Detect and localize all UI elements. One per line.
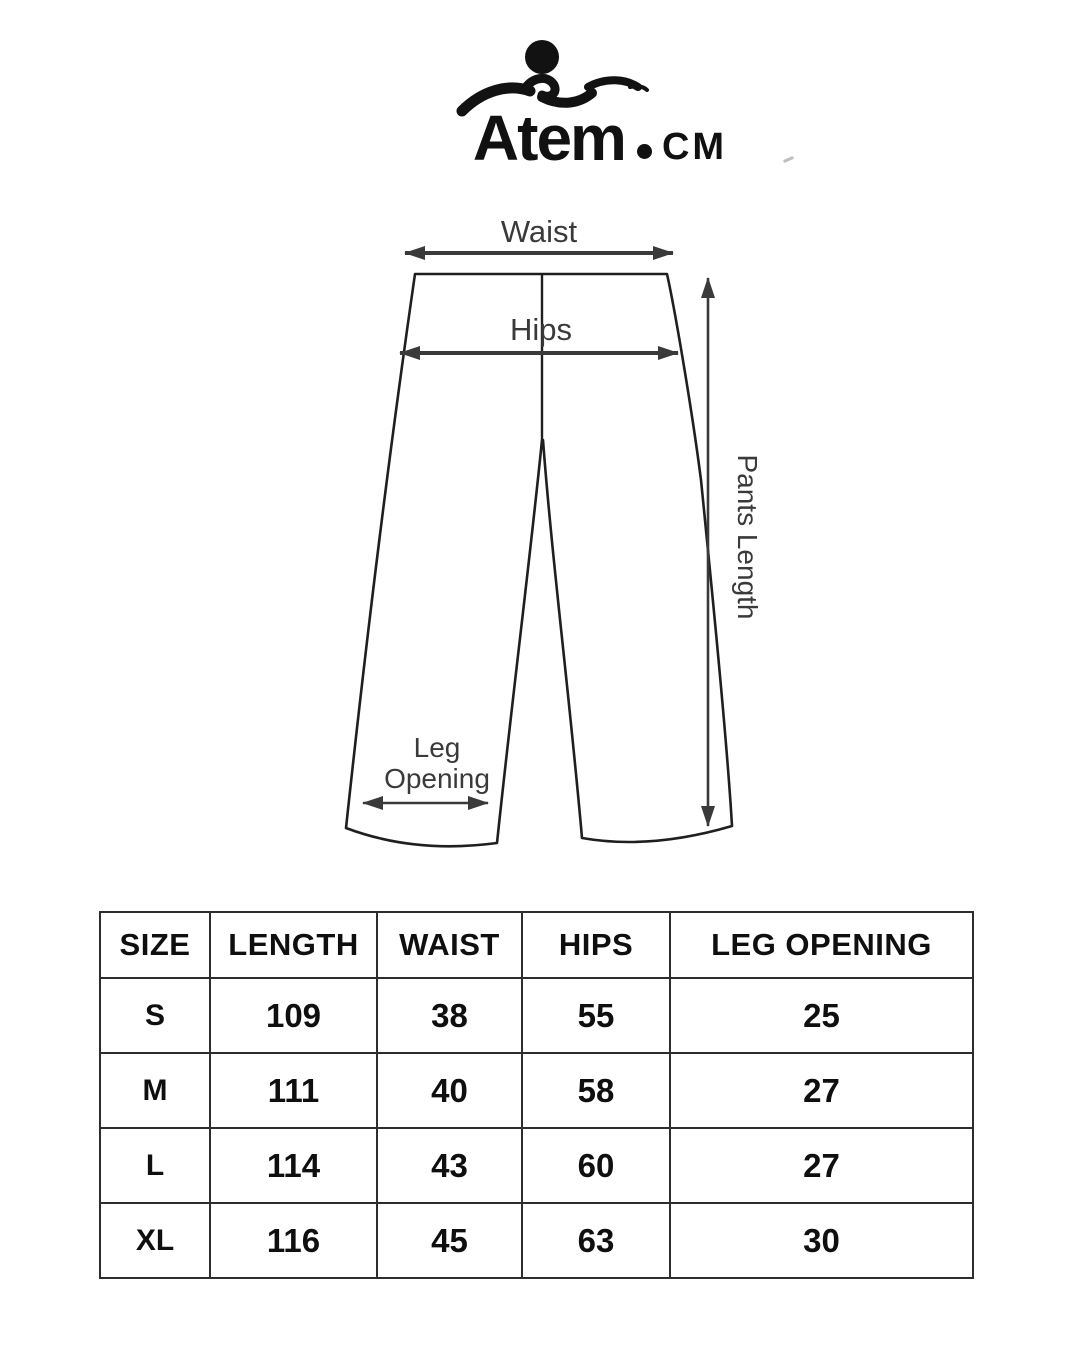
table-row-xl (100, 1203, 973, 1278)
leg-opening-value: 30 (670, 1203, 973, 1278)
leg-opening-value: 27 (670, 1128, 973, 1203)
hips-label: Hips (509, 312, 573, 347)
length-value: 116 (210, 1203, 377, 1278)
pants-measurement-diagram (330, 200, 780, 880)
brand-wordmark (400, 101, 800, 174)
length-value: 111 (210, 1053, 377, 1128)
col-header-size: SIZE (100, 912, 210, 978)
size-table (99, 911, 974, 1279)
leg-opening-label-line1: Leg (413, 732, 461, 763)
size-value: M (100, 1053, 210, 1128)
size-value: XL (100, 1203, 210, 1278)
size-value: L (100, 1128, 210, 1203)
table-row-l (100, 1128, 973, 1203)
logo-head-circle (525, 40, 559, 74)
size-value: S (100, 978, 210, 1053)
brand-name: Atem (472, 101, 625, 174)
hips-value: 55 (522, 978, 670, 1053)
col-header-leg-opening: LEG OPENING (670, 912, 973, 978)
waist-value: 43 (377, 1128, 522, 1203)
hips-value: 63 (522, 1203, 670, 1278)
waist-value: 38 (377, 978, 522, 1053)
length-value: 114 (210, 1128, 377, 1203)
col-header-waist: WAIST (377, 912, 522, 978)
col-header-hips: HIPS (522, 912, 670, 978)
pants-length-label: Pants Length (732, 454, 763, 620)
leg-opening-label-line2: Opening (384, 763, 490, 794)
size-table-header-row (100, 912, 973, 978)
hips-value: 58 (522, 1053, 670, 1128)
hips-value: 60 (522, 1128, 670, 1203)
col-header-length: LENGTH (210, 912, 377, 978)
waist-value: 45 (377, 1203, 522, 1278)
length-value: 109 (210, 978, 377, 1053)
brand-separator-dot (637, 144, 652, 159)
brand-unit-suffix: CM (661, 125, 728, 168)
table-row-s (100, 978, 973, 1053)
waist-label: Waist (500, 214, 578, 249)
waist-value: 40 (377, 1053, 522, 1128)
leg-opening-value: 25 (670, 978, 973, 1053)
table-row-m (100, 1053, 973, 1128)
leg-opening-value: 27 (670, 1053, 973, 1128)
pants-outline (346, 274, 732, 846)
